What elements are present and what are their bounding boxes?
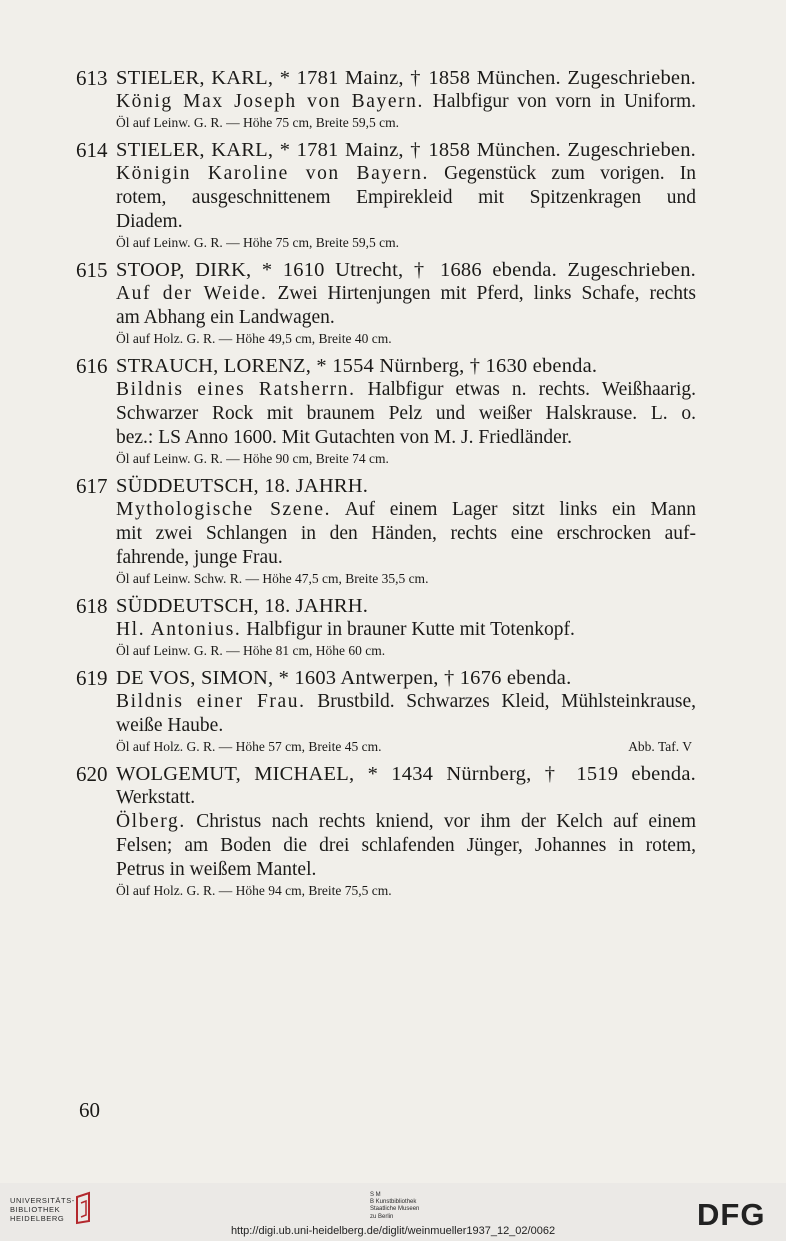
entry-description-line: bez.: LS Anno 1600. Mit Gutachten von M. J. Friedländer. (116, 427, 573, 448)
entry-attribution-line: Werkstatt. (116, 787, 196, 808)
dfg-logo: DFG (697, 1197, 766, 1232)
catalog-entry-617 (76, 474, 696, 588)
university-library-label: UNIVERSITÄTS- BIBLIOTHEK HEIDELBERG (10, 1196, 75, 1223)
entry-number: 618 (76, 594, 108, 618)
entry-number: 613 (76, 66, 108, 90)
entry-artist-line: STRAUCH, LORENZ, * 1554 Nürnberg, † 1630 ebenda. (116, 355, 598, 377)
catalog-entry-614 (76, 138, 696, 252)
page-number: 60 (79, 1098, 100, 1122)
entry-description-line: mit zwei Schlangen in den Händen, rechts eine erschrocken auf- (116, 523, 696, 544)
entry-artist-line: STOOP, DIRK, * 1610 Utrecht, † 1686 ebenda. Zugeschrieben. (116, 259, 696, 281)
entry-description-line: Hl. Antonius. Halbfigur in brauner Kutte mit Totenkopf. (116, 619, 575, 640)
catalog-entry-620 (76, 762, 696, 900)
entry-description-line: Schwarzer Rock mit braunem Pelz und weißer Halskrause. L. o. (116, 403, 696, 424)
entry-number: 619 (76, 666, 108, 690)
catalog-entries (76, 66, 696, 906)
entry-artist-line: SÜDDEUTSCH, 18. JAHRH. (116, 595, 369, 617)
catalog-entry-618 (76, 594, 696, 660)
entry-technique: Öl auf Leinw. G. R. — Höhe 90 cm, Breite 74 cm. (116, 451, 389, 466)
entry-artist-line: SÜDDEUTSCH, 18. JAHRH. (116, 475, 369, 497)
entry-description-line: König Max Joseph von Bayern. Halbfigur von vorn in Uniform. (116, 91, 696, 112)
entry-technique: Öl auf Holz. G. R. — Höhe 94 cm, Breite 75,5 cm. (116, 883, 392, 898)
entry-description-line: Königin Karoline von Bayern. Gegenstück zum vorigen. In (116, 163, 696, 184)
entry-description-line: Bildnis einer Frau. Brustbild. Schwarzes Kleid, Mühlsteinkrause, (116, 691, 696, 712)
source-url[interactable]: http://digi.ub.uni-heidelberg.de/diglit/weinmueller1937_12_02/0062 (230, 1225, 556, 1237)
catalog-entry-616 (76, 354, 696, 468)
entry-artist-line: WOLGEMUT, MICHAEL, * 1434 Nürnberg, † 1519 ebenda. (116, 763, 696, 785)
catalog-entry-613 (76, 66, 696, 132)
catalog-entry-619 (76, 666, 696, 756)
entry-technique: Öl auf Leinw. G. R. — Höhe 75 cm, Breite 59,5 cm. (116, 115, 399, 130)
entry-description-line: Mythologische Szene. Auf einem Lager sitzt links ein Mann (116, 499, 696, 520)
entry-artist-line: DE VOS, SIMON, * 1603 Antwerpen, † 1676 ebenda. (116, 667, 572, 689)
entry-description-line: Diadem. (116, 211, 183, 232)
entry-description-line: Ölberg. Christus nach rechts kniend, vor ihm der Kelch auf einem (116, 811, 696, 832)
university-logo-icon (73, 1191, 95, 1225)
entry-description-line: am Abhang ein Landwagen. (116, 307, 335, 328)
entry-technique: Öl auf Holz. G. R. — Höhe 57 cm, Breite 45 cm. Abb. Taf. V (116, 739, 692, 754)
entry-number: 620 (76, 762, 108, 786)
catalog-entry-615 (76, 258, 696, 348)
entry-artist-line: STIELER, KARL, * 1781 Mainz, † 1858 München. Zugeschrieben. (116, 139, 696, 161)
entry-technique: Öl auf Leinw. G. R. — Höhe 81 cm, Höhe 60 cm. (116, 643, 386, 658)
museum-label: S M B Kunstbibliothek Staatliche Museen zu Berlin (370, 1192, 420, 1220)
entry-description-line: rotem, ausgeschnittenem Empirekleid mit Spitzenkragen und (116, 187, 696, 208)
entry-description-line: Auf der Weide. Zwei Hirtenjungen mit Pferd, links Schafe, rechts (116, 283, 697, 304)
entry-technique: Öl auf Leinw. Schw. R. — Höhe 47,5 cm, Breite 35,5 cm. (116, 571, 429, 586)
entry-number: 617 (76, 474, 108, 498)
entry-description-line: Bildnis eines Ratsherrn. Halbfigur etwas n. rechts. Weißhaarig. (116, 379, 696, 400)
entry-technique: Öl auf Holz. G. R. — Höhe 49,5 cm, Breite 40 cm. (116, 331, 392, 346)
plate-reference: Abb. Taf. V (628, 739, 692, 754)
entry-artist-line: STIELER, KARL, * 1781 Mainz, † 1858 München. Zugeschrieben. (116, 67, 696, 89)
entry-description-line: fahrende, junge Frau. (116, 547, 283, 568)
entry-number: 615 (76, 258, 108, 282)
entry-number: 614 (76, 138, 108, 162)
entry-description-line: Felsen; am Boden die drei schlafenden Jünger, Johannes in rotem, (116, 835, 696, 856)
digitization-footer (0, 1183, 786, 1241)
entry-description-line: Petrus in weißem Mantel. (116, 859, 317, 880)
entry-technique: Öl auf Leinw. G. R. — Höhe 75 cm, Breite 59,5 cm. (116, 235, 399, 250)
entry-number: 616 (76, 354, 108, 378)
entry-description-line: weiße Haube. (116, 715, 224, 736)
